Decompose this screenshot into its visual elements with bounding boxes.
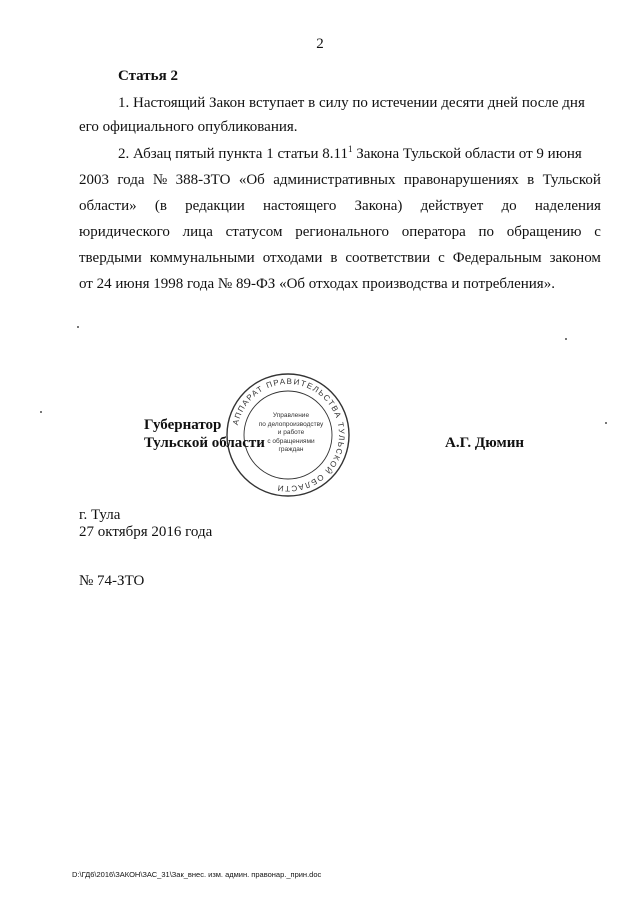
paragraph-2-line-5 — [79, 251, 601, 266]
law-number: № 74-ЗТО — [79, 573, 145, 589]
word: законом — [549, 250, 601, 266]
word: 2003 — [79, 172, 109, 188]
word: настоящего — [263, 198, 337, 214]
word: Федеральным — [452, 250, 542, 266]
word: правонарушениях — [403, 172, 519, 188]
word: твердыми — [79, 250, 142, 266]
word: с — [438, 250, 445, 266]
word: Закона) — [354, 198, 403, 214]
page-number: 2 — [316, 36, 324, 52]
word: области» — [79, 198, 137, 214]
scan-speck — [605, 422, 607, 424]
stamp-line: граждан — [278, 446, 304, 453]
stamp-line: Управление — [272, 412, 310, 419]
word: наделения — [534, 198, 601, 214]
word: отходами — [262, 250, 323, 266]
paragraph-2-line-1 — [118, 144, 582, 162]
p2-line1-text-rest: Закона Тульской области от 9 июня — [352, 146, 582, 162]
word: статусом — [225, 224, 283, 240]
word: № — [152, 172, 168, 188]
stamp-line: с обращениями — [267, 437, 315, 445]
paragraph-1-line-2: его официального опубликования. — [79, 119, 298, 135]
word: в — [527, 172, 535, 188]
word: 388-ЗТО — [175, 172, 231, 188]
word: с — [594, 224, 601, 240]
stamp-line: по делопроизводству — [258, 420, 324, 428]
word: лица — [182, 224, 213, 240]
word: обращению — [506, 224, 582, 240]
word: по — [478, 224, 495, 240]
p2-line1-text: 2. Абзац пятый пункта 1 статьи 8.11 — [118, 146, 348, 162]
paragraph-2-line-6: от 24 июня 1998 года № 89-ФЗ «Об отходах производства и потребления». — [79, 276, 555, 292]
scan-speck — [40, 411, 42, 413]
word: соответствии — [345, 250, 431, 266]
signatory-title-line-2: Тульской области — [144, 435, 265, 451]
stamp-ring-text: АППАРАТ ПРАВИТЕЛЬСТВА ТУЛЬСКОЙ ОБЛАСТИ — [231, 376, 347, 494]
word: года — [117, 172, 145, 188]
paragraph-2-line-4 — [79, 225, 601, 240]
word: действует — [420, 198, 484, 214]
date-of-signing: 27 октября 2016 года — [79, 524, 213, 540]
word: редакции — [185, 198, 245, 214]
place-of-signing: г. Тула — [79, 507, 121, 523]
word: Тульской — [542, 172, 601, 188]
word: «Об — [238, 172, 265, 188]
stamp-line: и работе — [277, 429, 305, 436]
word: (в — [154, 198, 167, 214]
word: юридического — [79, 224, 170, 240]
scan-speck — [565, 338, 567, 340]
word: до — [501, 198, 517, 214]
signatory-title-line-1: Губернатор — [144, 417, 222, 433]
word: коммунальными — [149, 250, 255, 266]
footer-file-path: D:\ГД6\2016\ЗАКОН\ЗАС_31\Зак_внес. изм. админ. правонар._прин.doc — [72, 870, 322, 879]
signatory-name: А.Г. Дюмин — [445, 435, 525, 451]
paragraph-1-line-1: 1. Настоящий Закон вступает в силу по истечении десяти дней после дня — [118, 95, 585, 111]
word: административных — [273, 172, 396, 188]
paragraph-2-line-3 — [79, 199, 601, 214]
word: оператора — [401, 224, 466, 240]
p2-superscript: 1 — [347, 144, 353, 154]
word: в — [330, 250, 338, 266]
scan-speck — [77, 326, 79, 328]
article-title: Статья 2 — [118, 68, 178, 84]
paragraph-2-line-2 — [79, 173, 601, 188]
word: регионального — [295, 224, 390, 240]
